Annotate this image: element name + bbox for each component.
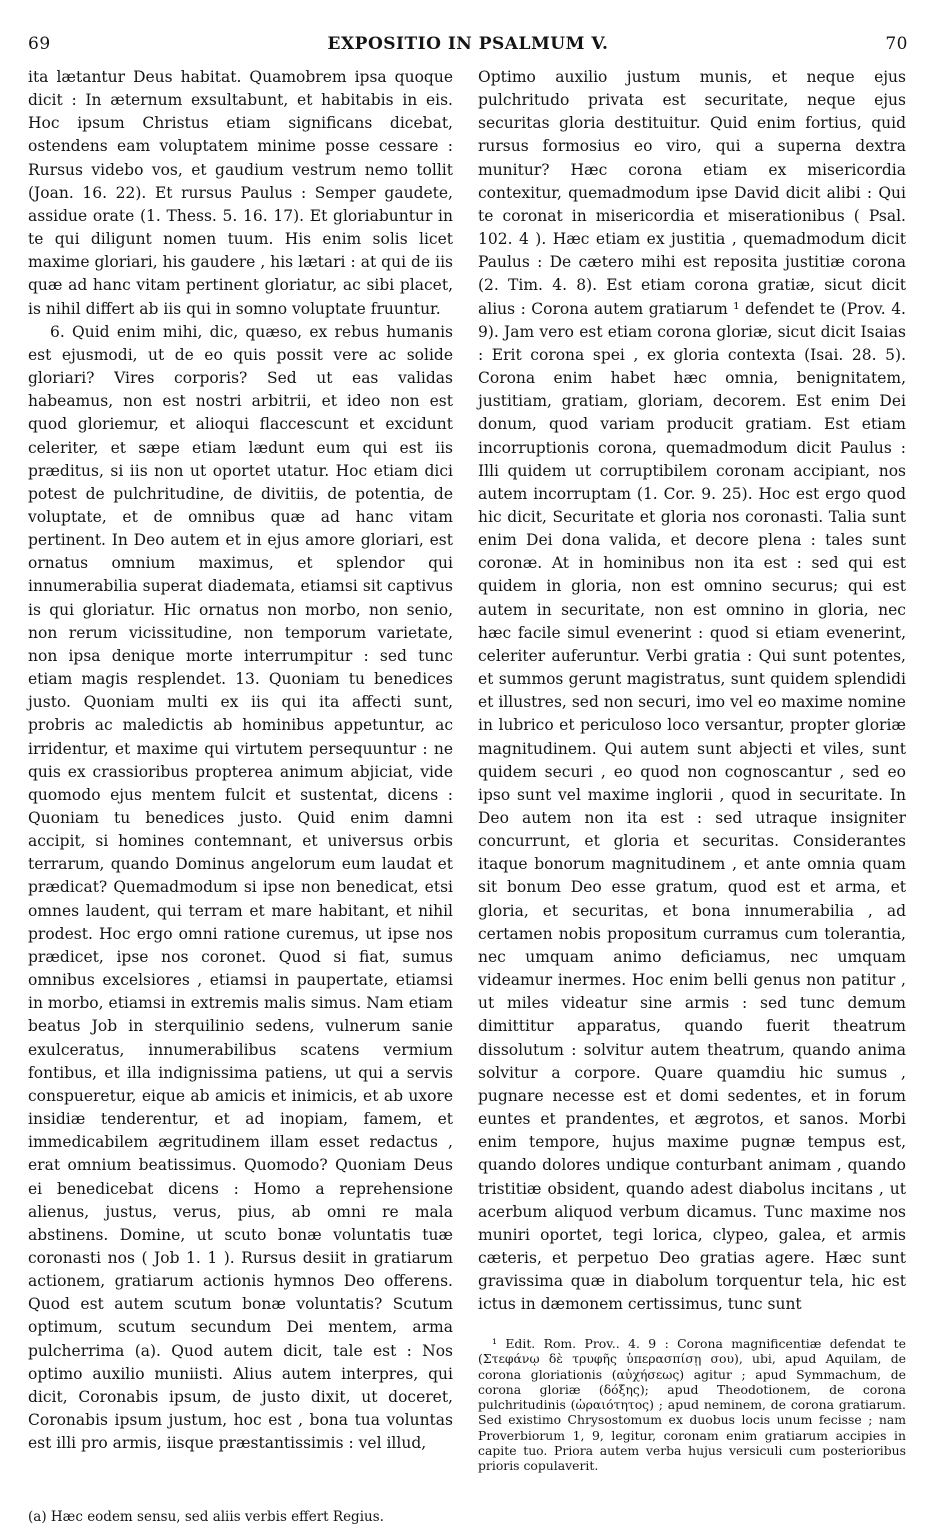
- right-footnote: [478, 1336, 906, 1474]
- left-paragraph-1: ita lætantur Deus habitat. Quamobrem ipsa quoque dicit : In æternum exsultabunt, et habitabis in eis. Hoc ipsum Christus etiam significans dicebat, ostendens eam voluptatem minime posse cessare : Rursus videbo vos, et gaudium vestrum nemo tollit (Joan. 16. 22). Et rursus Paulus : Semper gaudete, assidue orate (1. Thess. 5. 16. 17). Et gloriabuntur in te qui diligunt nomen tuum. His enim solis licet maxime gloriari, his gaudere , his lætari : at qui de iis quæ ad hanc vitam pertinent gloriatur, ac sibi placet, is nihil differt ab iis qui in somno voluptate fruuntur.: [28, 68, 453, 318]
- page-number-left: 69: [28, 34, 51, 54]
- running-title: EXPOSITIO IN PSALMUM V.: [327, 34, 609, 54]
- right-column: [478, 66, 906, 1316]
- left-column: [28, 66, 453, 1455]
- running-header: [28, 34, 908, 62]
- left-footnote: (a) Hæc eodem sensu, sed aliis verbis effert Regius.: [28, 1509, 384, 1525]
- right-paragraph-1: Optimo auxilio justum munis, et neque ejus pulchritudo privata est securitate, neque ejus securitas gloria destituitur. Quid enim fortius, quid rursus formosius eo viro, qui a superna dextra munitur? Hæc corona etiam ex misericordia contexitur, quemadmodum ipse David dicit alibi : Qui te coronat in misericordia et miserationibus ( Psal. 102. 4 ). Hæc etiam ex justitia , quemadmodum dicit Paulus : De cætero mihi est reposita justitiæ corona (2. Tim. 4. 8). Est etiam corona gratiæ, sicut dicit alius : Corona autem gratiarum ¹ defendet te (Prov. 4. 9). Jam vero est etiam corona gloriæ, sicut dicit Isaias : Erit corona spei , ex gloria contexta (Isai. 28. 5). Corona enim habet hæc omnia, benignitatem, justitiam, gratiam, gloriam, decorem. Est enim Dei donum, quod variam producit gratiam. Est etiam incorruptionis corona, quemadmodum dicit Paulus : Illi quidem ut corruptibilem coronam accipiant, nos autem incorruptam (1. Cor. 9. 25). Hoc est ergo quod hic dicit, Securitate et gloria nos coronasti. Talia sunt enim Dei dona valida, et decore plena : tales sunt coronæ. At in hominibus non ita est : sed qui est quidem in gloria, non est omnino securus; qui est autem in securitate, non est omnino in gloria, nec hæc facile simul evenerint : quod si etiam evenerint, celeriter auferuntur. Verbi gratia : Qui sunt potentes, et summos gerunt magistratus, sunt quidem splendidi et illustres, sed non securi, imo vel eo maxime nomine in lubrico et periculoso loco versantur, propter gloriæ magnitudinem. Qui autem sunt abjecti et viles, sunt quidem securi , eo quod non cognoscantur , sed eo ipso sunt vel maxime inglorii , quod in securitate. In Deo autem non ita est : sed utraque insigniter concurrunt, et gloria et securitas. Considerantes itaque bonorum magnitudinem , et ante omnia quam sit bonum Deo esse gratum, quod est et arma, et gloria, et securitas, et bona innumerabilia , ad certamen nobis propositum curramus cum tolerantia, nec umquam animo deficiamus, nec umquam videamur inermes. Hoc enim belli genus non patitur , ut miles videatur sine armis : sed tunc demum dimittitur apparatus, quando fuerit theatrum dissolutum : solvitur autem theatrum, quando anima solvitur a corpore. Quare quamdiu hic sumus , pugnare necesse est et domi sedentes, et in forum euntes et prandentes, et ægrotos, et sanos. Morbi enim tempore, hujus maxime pugnæ tempus est, quando dolores undique conturbant animam , quando tristitiæ obsident, quando adest diabolus incitans , ut acerbum aliquod verbum dicamus. Tunc maxime nos muniri oportet, tegi lorica, clypeo, galea, et armis cæteris, et perpetuo Deo gratias agere. Hæc sunt gravissima quæ in diabolum torquentur tela, hic est ictus in dæmonem certissimus, tunc sunt: [478, 68, 906, 1314]
- right-footnote-text: ¹ Edit. Rom. Prov.. 4. 9 : Corona magnificentiæ defendat te (Στεφάνῳ δὲ τρυφῆς ὑπερασπίσῃ σου), ubi, apud Aquilam, de corona gloriationis (αὐχήσεως) agitur ; apud Symmachum, de corona gloriæ (δόξης); apud Theodotionem, de corona pulchritudinis (ὡραιότητος) ; apud neminem, de corona gratiarum. Sed existimo Chrysostomum ex duobus locis unum fecisse ; nam Proverbiorum 1, 9, legitur, coronam enim gratiarum accipies in capite tuo. Priora autem verba hujus versiculi cum posterioribus prioris copulaverit.: [478, 1336, 906, 1474]
- left-paragraph-2: 6. Quid enim mihi, dic, quæso, ex rebus humanis est ejusmodi, ut de eo quis possit vere ac solide gloriari? Vires corporis? Sed ut eas validas habeamus, non est nostri arbitrii, et ideo non est quod gloriemur, et alioqui flaccescunt et excidunt celeriter, et sæpe etiam lædunt eum qui est iis præditus, si iis non ut oportet utatur. Hoc etiam dici potest de pulchritudine, de divitiis, de potentia, de voluptate, et de omnibus quæ ad hanc vitam pertinent. In Deo autem et in ejus amore gloriari, est ornatus omnium maximus, et splendor qui innumerabilia superat diademata, etiamsi sit captivus is qui gloriatur. Hic ornatus non morbo, non senio, non rerum vicissitudine, non temporum varietate, non ipsa denique morte interrumpitur : sed tunc etiam magis resplendet. 13. Quoniam tu benedices justo. Quoniam multi ex iis qui ita affecti sunt, probris ac maledictis ab hominibus appetuntur, ac irridentur, et maxime qui virtutem persequuntur : ne quis ex crassioribus propterea animum abjiciat, vide quomodo ejus mentem fulcit et sustentat, dicens : Quoniam tu benedices justo. Quid enim damni accipit, si homines contemnant, et universus orbis terrarum, quando Dominus angelorum eum laudat et prædicat? Quemadmodum si ipse non benedicat, etsi omnes laudent, qui terram et mare habitant, et nihil prodest. Hoc ergo omni ratione curemus, ut ipse nos prædicet, ipse nos coronet. Quod si fiat, sumus omnibus excelsiores , etiamsi in paupertate, etiamsi in morbo, etiamsi in extremis malis simus. Nam etiam beatus Job in sterquilinio sedens, vulnerum sanie exulceratus, innumerabilibus scatens vermium fontibus, et illa indignissima patiens, ut qui a servis conspueretur, eique ab amicis et inimicis, et ab uxore insidiæ tenderentur, et ad inopiam, famem, et immedicabilem ægritudinem illam esset redactus , erat omnium beatissimus. Quomodo? Quoniam Deus ei benedicebat dicens : Homo a reprehensione alienus, justus, verus, pius, ab omni re mala abstinens. Domine, ut scuto bonæ voluntatis tuæ coronasti nos ( Job 1. 1 ). Rursus desiit in gratiarum actionem, gratiarum actionis hymnos Deo offerens. Quod est autem scutum bonæ voluntatis? Scutum optimum, scutum secundum Dei mentem, arma pulcherrima (a). Quod autem dicit, tale est : Nos optimo auxilio muniisti. Alius autem interpres, qui dicit, Coronabis ipsum, de justo dixit, ut doceret, Coronabis ipsum justum, hoc est , bona tua voluntas est illi pro armis, iisque præstantissimis : vel illud,: [28, 322, 453, 1453]
- page-number-right: 70: [885, 34, 908, 54]
